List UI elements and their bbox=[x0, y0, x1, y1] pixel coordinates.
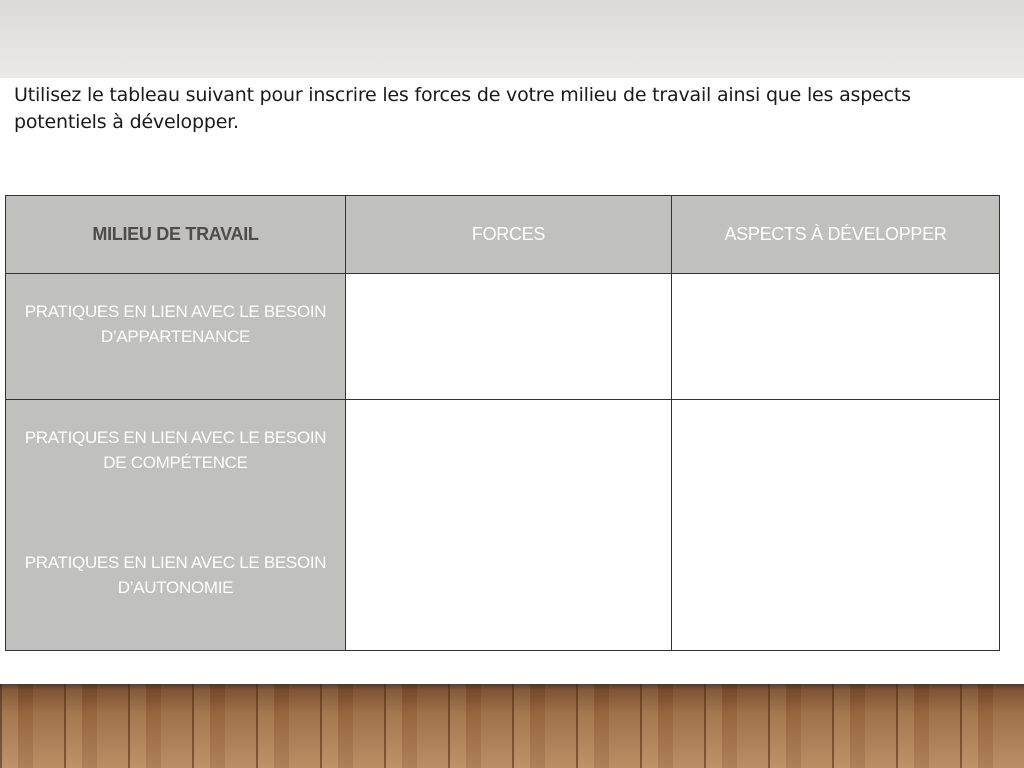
table-row bbox=[6, 274, 1000, 400]
header-forces: FORCES bbox=[346, 196, 672, 274]
row-label-cell bbox=[6, 274, 346, 400]
worksheet-table bbox=[5, 195, 1000, 651]
aspects-cell-competence-autonomie[interactable] bbox=[672, 400, 1000, 651]
floor-shadow bbox=[0, 684, 1024, 690]
wall-background bbox=[0, 0, 1024, 78]
header-aspects-a-developper: ASPECTS À DÉVELOPPER bbox=[672, 196, 1000, 274]
label-besoin-competence: PRATIQUES EN LIEN AVEC LE BESOIN DE COMPÉTENCE bbox=[24, 428, 327, 473]
forces-cell-appartenance[interactable] bbox=[346, 274, 672, 400]
table-row bbox=[6, 400, 1000, 651]
forces-cell-competence-autonomie[interactable] bbox=[346, 400, 672, 651]
label-besoin-autonomie: PRATIQUES EN LIEN AVEC LE BESOIN D’AUTONOMIE bbox=[24, 553, 327, 598]
table-header-row bbox=[6, 196, 1000, 274]
aspects-cell-appartenance[interactable] bbox=[672, 274, 1000, 400]
label-besoin-appartenance: PRATIQUES EN LIEN AVEC LE BESOIN D’APPARTENANCE bbox=[24, 302, 327, 347]
wooden-floor-background bbox=[0, 684, 1024, 768]
instruction-text: Utilisez le tableau suivant pour inscrire les forces de votre milieu de travail ainsi que les aspects potentiels à développer. bbox=[14, 84, 911, 133]
row-label-cell bbox=[6, 400, 346, 651]
header-milieu-de-travail: MILIEU DE TRAVAIL bbox=[6, 196, 346, 274]
